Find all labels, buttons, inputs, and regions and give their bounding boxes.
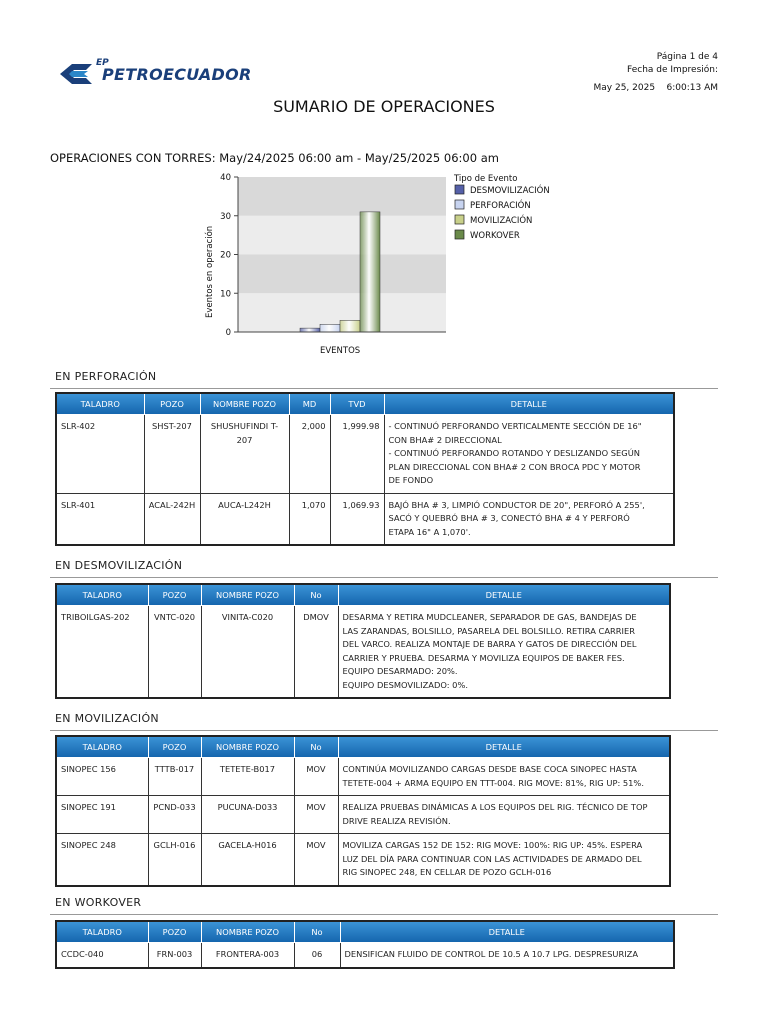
cell-taladro: CCDC-040 xyxy=(56,943,148,968)
table-row xyxy=(56,796,670,834)
cell-no: 06 xyxy=(294,943,340,968)
cell-detalle xyxy=(340,943,674,968)
table-perforacion xyxy=(55,392,675,546)
table-header xyxy=(56,921,674,943)
table-row xyxy=(56,415,674,494)
col-header: DETALLE xyxy=(384,393,674,415)
detalle-line: SACÓ Y QUEBRÓ BHA # 3, CONECTÓ BHA # 4 Y PERFORÓ xyxy=(388,513,630,523)
cell-no: MOV xyxy=(294,796,338,834)
detalle-line: CARRIER Y PRUEBA. DESARMA Y MOVILIZA EQUIPOS DE BAKER FES. xyxy=(342,652,625,663)
cell-detalle xyxy=(338,796,670,834)
chart-bar xyxy=(340,320,360,332)
logo-text: PETROECUADOR xyxy=(102,65,252,84)
cell-pozo: FRN-003 xyxy=(148,943,201,968)
cell-taladro: SLR-402 xyxy=(56,415,144,494)
detalle-line: MOVILIZA CARGAS 152 DE 152: RIG MOVE: 100%: RIG UP: 45%. ESPERA xyxy=(342,840,643,850)
table-desmovilizacion xyxy=(55,583,671,699)
col-header: MD xyxy=(289,393,330,415)
legend-swatch xyxy=(455,215,464,224)
col-header: DETALLE xyxy=(338,736,670,758)
cell-md: 1,070 xyxy=(289,493,330,545)
chart-bar xyxy=(360,212,380,332)
col-header: TALADRO xyxy=(56,921,148,943)
col-header: POZO xyxy=(148,736,201,758)
cell-nombre: FRONTERA-003 xyxy=(201,943,294,968)
detalle-line: RIG SINOPEC 248, EN CELLAR DE POZO GCLH-016 xyxy=(342,867,552,877)
chart-plot-area xyxy=(238,177,446,332)
cell-nombre: PUCUNA-D033 xyxy=(201,796,294,834)
chart-band xyxy=(238,216,446,255)
divider xyxy=(50,388,718,389)
cell-detalle xyxy=(384,493,674,545)
table-row xyxy=(56,758,670,796)
legend-label: PERFORACIÓN xyxy=(470,201,531,211)
print-date: May 25, 2025 xyxy=(593,83,656,93)
section-title-movilizacion: EN MOVILIZACIÓN xyxy=(55,712,159,725)
cell-no: DMOV xyxy=(294,606,338,699)
legend-swatch xyxy=(455,230,464,239)
chart-y-tick-label: 10 xyxy=(220,289,231,300)
col-header: TALADRO xyxy=(56,584,148,606)
cell-taladro: SLR-401 xyxy=(56,493,144,545)
legend-label: WORKOVER xyxy=(470,231,520,241)
detalle-line: DE FONDO xyxy=(388,475,434,485)
chart-y-axis-label: Eventos en operación xyxy=(205,225,215,318)
logo-ep: EP xyxy=(96,58,109,68)
col-header: No xyxy=(294,921,340,943)
col-header: TALADRO xyxy=(56,393,144,415)
cell-detalle xyxy=(338,758,670,796)
detalle-line: CON BHA# 2 DIRECCIONAL xyxy=(388,434,502,445)
chart-legend-title: Tipo de Evento xyxy=(454,174,518,184)
detalle-line: DENSIFICAN FLUIDO DE CONTROL DE 10.5 A 10.7 LPG. DESPRESURIZA xyxy=(344,949,639,959)
cell-taladro: SINOPEC 156 xyxy=(56,758,148,796)
detalle-line: EQUIPO DESMOVILIZADO: 0%. xyxy=(342,679,468,690)
legend-swatch xyxy=(455,200,464,209)
chart-y-tick-label: 0 xyxy=(225,328,231,338)
col-header: DETALLE xyxy=(338,584,670,606)
section-title-workover: EN WORKOVER xyxy=(55,896,142,909)
detalle-line: LUZ DEL DÍA PARA CONTINUAR CON LAS ACTIVIDADES DE ARMADO DEL xyxy=(342,853,642,864)
print-time: 6:00:13 AM xyxy=(666,83,718,93)
table-header xyxy=(56,584,670,606)
col-header: DETALLE xyxy=(340,921,674,943)
chart-band xyxy=(238,177,446,216)
cell-pozo: SHST-207 xyxy=(144,415,200,494)
chart-legend xyxy=(455,184,550,241)
logo-mark-icon xyxy=(58,58,98,90)
cell-pozo: GCLH-016 xyxy=(148,834,201,886)
col-header: POZO xyxy=(148,584,201,606)
table-header xyxy=(56,736,670,758)
table-row xyxy=(56,943,674,968)
table-row xyxy=(56,606,670,699)
cell-tvd: 1,069.93 xyxy=(330,493,384,545)
detalle-line: - CONTINUÓ PERFORANDO VERTICALMENTE SECCIÓN DE 16" xyxy=(388,421,642,431)
legend-label: MOVILIZACIÓN xyxy=(470,216,533,226)
detalle-line: TETETE-004 + ARMA EQUIPO EN TTT-004. RIG MOVE: 81%, RIG UP: 51%. xyxy=(342,777,644,788)
chart-bar xyxy=(320,324,340,332)
cell-nombre: GACELA-H016 xyxy=(201,834,294,886)
cell-nombre: AUCA-L242H xyxy=(200,493,289,545)
cell-nombre: TETETE-B017 xyxy=(201,758,294,796)
col-header: NOMBRE POZO xyxy=(201,921,294,943)
detalle-line: ETAPA 16" A 1,070'. xyxy=(388,526,471,537)
table-header xyxy=(56,393,674,415)
legend-label: DESMOVILIZACIÓN xyxy=(470,186,550,196)
chart-y-tick-label: 20 xyxy=(220,250,231,261)
cell-no: MOV xyxy=(294,834,338,886)
cell-md: 2,000 xyxy=(289,415,330,494)
cell-nombre: SHUSHUFINDI T-207 xyxy=(200,415,289,494)
divider xyxy=(50,577,718,578)
detalle-line: DESARMA Y RETIRA MUDCLEANER, SEPARADOR DE GAS, BANDEJAS DE xyxy=(342,612,637,622)
cell-nombre: VINITA-C020 xyxy=(201,606,294,699)
chart-bar xyxy=(300,328,320,332)
cell-taladro: TRIBOILGAS-202 xyxy=(56,606,148,699)
detalle-line: - CONTINUÓ PERFORANDO ROTANDO Y DESLIZANDO SEGÚN xyxy=(388,448,640,458)
col-header: NOMBRE POZO xyxy=(200,393,289,415)
cell-pozo: ACAL-242H xyxy=(144,493,200,545)
section-title-desmovilizacion: EN DESMOVILIZACIÓN xyxy=(55,559,183,572)
events-chart xyxy=(200,170,570,360)
cell-pozo: VNTC-020 xyxy=(148,606,201,699)
col-header: TVD xyxy=(330,393,384,415)
table-row xyxy=(56,834,670,886)
page-info: Página 1 de 4 xyxy=(656,52,718,62)
cell-detalle xyxy=(338,834,670,886)
detalle-line: CONTINÚA MOVILIZANDO CARGAS DESDE BASE COCA SINOPEC HASTA xyxy=(342,764,637,774)
page-title: SUMARIO DE OPERACIONES xyxy=(273,97,495,116)
chart-y-tick-label: 40 xyxy=(220,173,231,183)
detalle-line: LAS ZARANDAS, BOLSILLO, PASARELA DEL BOLSILLO. RETIRA CARRIER xyxy=(342,625,636,636)
detalle-line: DRIVE REALIZA REVISIÓN. xyxy=(342,815,451,826)
col-header: NOMBRE POZO xyxy=(201,584,294,606)
divider xyxy=(50,914,718,915)
col-header: No xyxy=(294,584,338,606)
cell-taladro: SINOPEC 248 xyxy=(56,834,148,886)
cell-pozo: TTTB-017 xyxy=(148,758,201,796)
col-header: NOMBRE POZO xyxy=(201,736,294,758)
chart-band xyxy=(238,255,446,294)
detalle-line: REALIZA PRUEBAS DINÁMICAS A LOS EQUIPOS DEL RIG. TÉCNICO DE TOP xyxy=(342,802,648,812)
detalle-line: BAJÓ BHA # 3, LIMPIÓ CONDUCTOR DE 20", PERFORÓ A 255', xyxy=(388,499,645,510)
chart-x-category-label: EVENTOS xyxy=(320,346,361,356)
chart-y-tick-label: 30 xyxy=(220,211,231,222)
print-label: Fecha de Impresión: xyxy=(627,65,718,75)
legend-swatch xyxy=(455,185,464,194)
table-row xyxy=(56,493,674,545)
petroecuador-logo xyxy=(58,58,263,90)
divider xyxy=(50,730,718,731)
detalle-line: EQUIPO DESARMADO: 20%. xyxy=(342,666,458,676)
col-header: POZO xyxy=(148,921,201,943)
table-workover xyxy=(55,920,675,969)
cell-detalle xyxy=(384,415,674,494)
cell-taladro: SINOPEC 191 xyxy=(56,796,148,834)
cell-no: MOV xyxy=(294,758,338,796)
section-title-perforacion: EN PERFORACIÓN xyxy=(55,370,157,383)
detalle-line: PLAN DIRECCIONAL CON BHA# 2 CON BROCA PDC Y MOTOR xyxy=(388,461,641,472)
col-header: TALADRO xyxy=(56,736,148,758)
col-header: No xyxy=(294,736,338,758)
table-movilizacion xyxy=(55,735,671,887)
section-heading: OPERACIONES CON TORRES: May/24/2025 06:00 am - May/25/2025 06:00 am xyxy=(50,151,499,165)
print-datetime xyxy=(594,83,718,93)
cell-tvd: 1,999.98 xyxy=(330,415,384,494)
cell-pozo: PCND-033 xyxy=(148,796,201,834)
detalle-line: DEL VARCO. REALIZA MONTAJE DE BARRA Y GATOS DE DIRECCIÓN DEL xyxy=(342,639,637,649)
cell-detalle xyxy=(338,606,670,699)
col-header: POZO xyxy=(144,393,200,415)
